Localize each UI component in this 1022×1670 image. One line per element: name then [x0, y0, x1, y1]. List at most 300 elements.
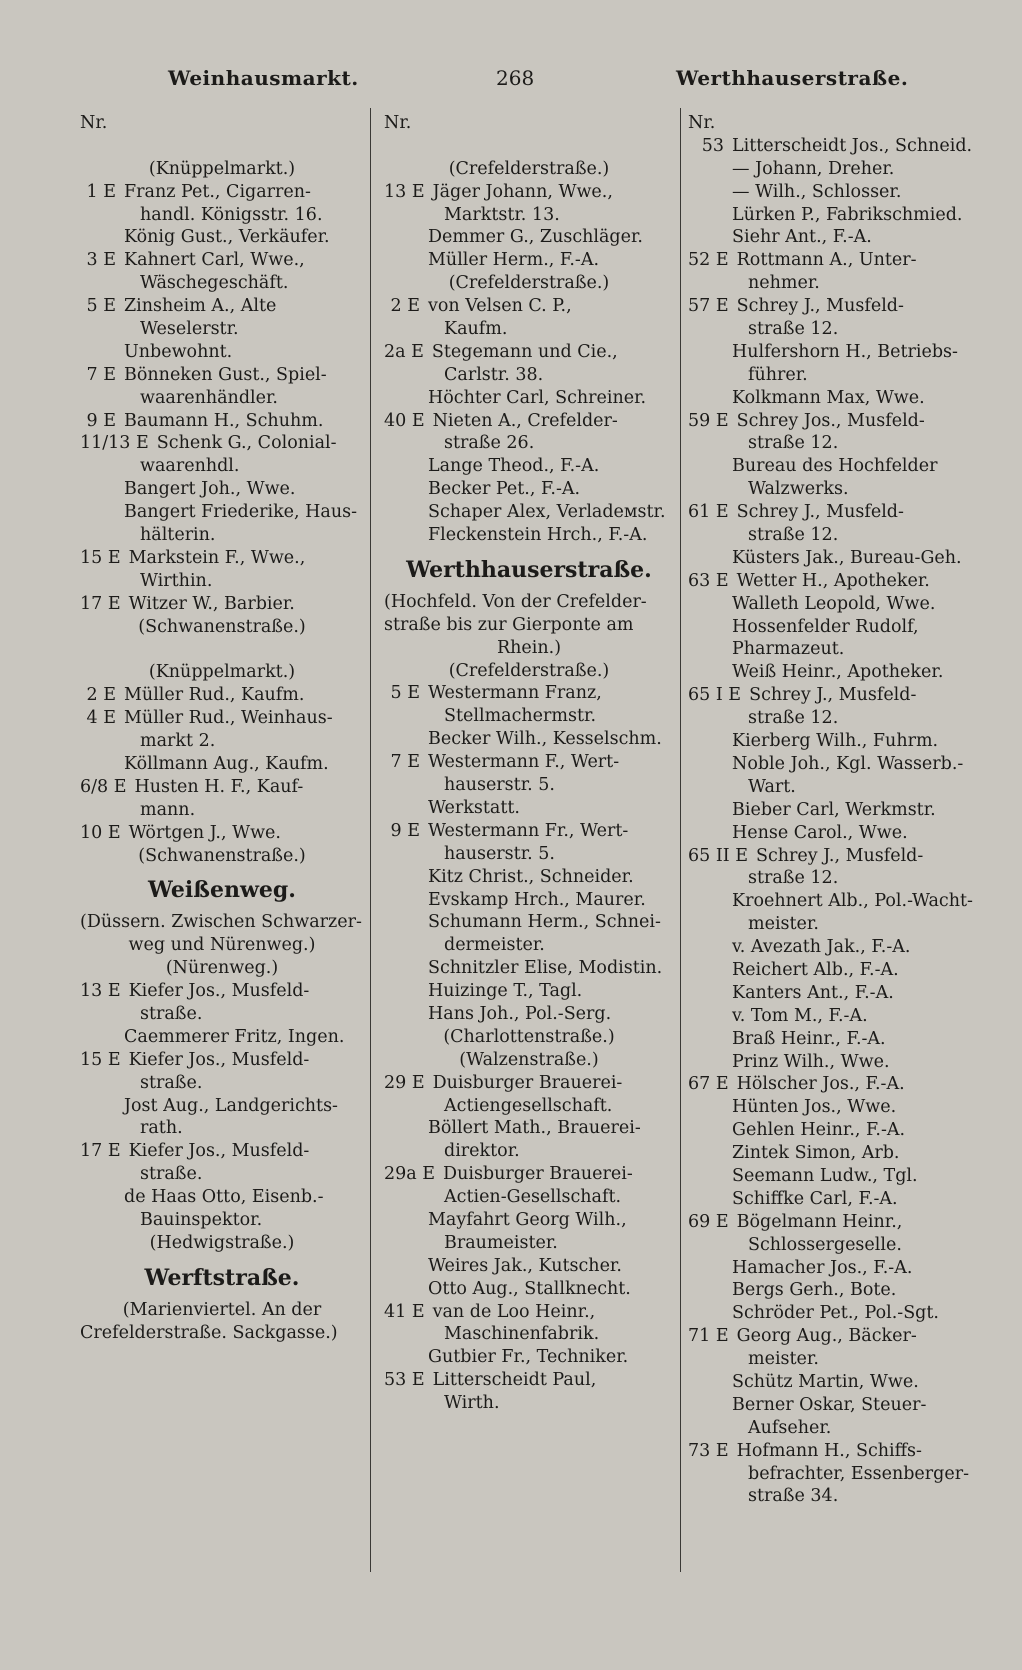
resident-entry: [384, 889, 674, 912]
entry-continuation: [80, 524, 364, 547]
resident-text: Gehlen Heinr., F.-A.: [732, 1120, 906, 1141]
section-note: (Marienviertel. An der: [122, 1299, 322, 1320]
house-number: 7 E: [86, 364, 116, 385]
entry-continuation: [80, 1072, 364, 1095]
resident-text: Actien-Gesellschaft.: [444, 1187, 622, 1208]
entry-continuation: [384, 1392, 674, 1415]
house-number: 5 E: [86, 296, 116, 317]
text-line: Nr.: [80, 113, 108, 133]
resident-entry: [384, 249, 674, 272]
resident-text: Stellmachermstr.: [444, 706, 597, 727]
house-number: 41 E: [384, 1301, 425, 1322]
running-head: [0, 62, 1022, 98]
resident-entry: [688, 616, 984, 639]
entry-continuation: [80, 570, 364, 593]
house-entry: [80, 822, 364, 845]
resident-text: Westermann Fr., Wert-: [428, 820, 629, 841]
house-number: 17 E: [80, 593, 121, 614]
resident-entry: [688, 822, 984, 845]
resident-entry: [688, 1028, 984, 1051]
resident-entry: [688, 1371, 984, 1394]
resident-text: Kiefer Jos., Musfeld-: [128, 1141, 310, 1162]
resident-text: markt 2.: [140, 731, 216, 752]
resident-text: — Johann, Dreher.: [732, 158, 895, 179]
house-entry: [80, 295, 364, 318]
house-entry: [688, 1440, 984, 1463]
resident-text: Fleckenstein Hrch., F.-A.: [428, 525, 648, 546]
house-number: 2 E: [390, 296, 420, 317]
house-entry: [80, 593, 364, 616]
house-number: 17 E: [80, 1141, 121, 1162]
resident-text: Lange Theod., F.-A.: [428, 456, 600, 477]
resident-entry: [688, 1005, 984, 1028]
house-number: 9 E: [390, 820, 420, 841]
resident-text: Hofmann H., Schiffs-: [736, 1440, 922, 1461]
entry-continuation: [688, 707, 984, 730]
house-entry: [384, 295, 674, 318]
resident-text: Hünten Jos., Wwe.: [732, 1097, 897, 1118]
resident-entry: [688, 1279, 984, 1302]
house-entry: [80, 410, 364, 433]
resident-text: Huizinge T., Tagl.: [428, 981, 583, 1002]
spacer: [80, 638, 364, 661]
resident-entry: [688, 204, 984, 227]
resident-text: Höchter Carl, Schreiner.: [428, 387, 647, 408]
resident-text: hauserstr. 5.: [444, 775, 555, 796]
resident-entry: [80, 226, 364, 249]
resident-text: Weires Jak., Kutscher.: [428, 1255, 622, 1276]
resident-text: Reichert Alb., F.-A.: [732, 959, 899, 980]
resident-text: straße 12.: [748, 525, 839, 546]
house-number: 5 E: [390, 683, 420, 704]
resident-text: Hans Joh., Pol.-Serg.: [428, 1003, 612, 1024]
entry-continuation: [688, 364, 984, 387]
section-note: Rhein.): [496, 637, 562, 658]
resident-text: Demmer G., Zuschläger.: [428, 227, 643, 248]
resident-text: Werkstatt.: [428, 797, 520, 818]
resident-entry: [688, 455, 984, 478]
resident-text: Schnitzler Elise, Modistin.: [428, 958, 663, 979]
resident-entry: [384, 1278, 674, 1301]
resident-entry: [384, 911, 674, 934]
resident-entry: [384, 226, 674, 249]
resident-entry: [384, 1346, 674, 1369]
resident-text: Stegemann und Cie.,: [431, 341, 618, 362]
resident-text: Evskamp Hrch., Maurer.: [428, 889, 646, 910]
running-head-left: Weinhausmarkt.: [168, 66, 359, 90]
house-entry: [384, 410, 674, 433]
resident-text: direktor.: [444, 1141, 520, 1162]
house-number: 3 E: [86, 250, 116, 271]
entry-continuation: [688, 272, 984, 295]
house-entry: [80, 980, 364, 1003]
resident-text: straße 12.: [748, 433, 839, 454]
resident-entry: [384, 957, 674, 980]
house-number: 13 E: [384, 181, 425, 202]
street-heading: Weißenweg.: [148, 877, 296, 904]
resident-text: Litterscheidt Paul,: [432, 1370, 597, 1391]
house-number: 11/13 E: [80, 433, 149, 454]
house-number: 4 E: [86, 708, 116, 729]
entry-continuation: [80, 1117, 364, 1140]
house-entry: [384, 181, 674, 204]
entry-continuation: [384, 1323, 674, 1346]
house-number: 7 E: [390, 752, 420, 773]
resident-text: Unbewohnt.: [124, 341, 233, 362]
resident-text: Schrey J., Musfeld-: [749, 685, 917, 706]
resident-entry: [688, 1119, 984, 1142]
resident-text: Duisburger Brauerei-: [443, 1164, 633, 1185]
spacer: [384, 135, 674, 158]
text-line: Crefelderstraße. Sackgasse.): [80, 1322, 338, 1343]
resident-text: Prinz Wilh., Wwe.: [732, 1051, 890, 1072]
resident-entry: [688, 890, 984, 913]
resident-entry: [80, 1095, 364, 1118]
resident-text: Schrey J., Musfeld-: [756, 845, 924, 866]
house-entry: [80, 684, 364, 707]
house-entry: [688, 410, 984, 433]
entry-continuation: [688, 1348, 984, 1371]
resident-text: Seemann Ludw., Tgl.: [732, 1165, 918, 1186]
resident-text: Otto Aug., Stallknecht.: [428, 1278, 631, 1299]
resident-entry: [384, 866, 674, 889]
resident-text: Pharmazeut.: [732, 639, 845, 660]
resident-text: Hölscher Jos., F.-A.: [736, 1074, 905, 1095]
house-entry: [688, 135, 984, 158]
resident-text: Müller Rud., Kaufm.: [124, 685, 305, 706]
house-entry: [688, 570, 984, 593]
house-number: 69 E: [688, 1211, 729, 1232]
resident-entry: [384, 455, 674, 478]
house-entry: [80, 776, 364, 799]
house-entry: [688, 845, 984, 868]
resident-text: Kanters Ant., F.-A.: [732, 982, 894, 1003]
resident-text: Mayfahrt Georg Wilh.,: [428, 1209, 627, 1230]
resident-text: meister.: [748, 914, 819, 935]
resident-entry: [688, 638, 984, 661]
entry-continuation: [688, 913, 984, 936]
resident-text: straße.: [140, 1003, 203, 1024]
resident-text: Becker Wilh., Kesselschm.: [428, 729, 662, 750]
resident-text: handl. Königsstr. 16.: [140, 204, 323, 225]
resident-text: Husten H. F., Kauf-: [134, 776, 304, 797]
resident-entry: [688, 341, 984, 364]
house-number: 2a E: [384, 341, 424, 362]
resident-text: mann.: [140, 799, 196, 820]
resident-text: van de Loo Heinr.,: [432, 1301, 596, 1322]
house-number: 2 E: [86, 685, 116, 706]
resident-text: Walleth Leopold, Wwe.: [732, 593, 936, 614]
house-number: 40 E: [384, 410, 425, 431]
entry-continuation: [688, 318, 984, 341]
resident-entry: [688, 1142, 984, 1165]
house-number: 73 E: [688, 1440, 729, 1461]
resident-text: König Gust., Verkäufer.: [124, 227, 330, 248]
column-divider: [370, 108, 371, 1572]
entry-continuation: [688, 478, 984, 501]
entry-continuation: [384, 364, 674, 387]
resident-entry: [688, 1096, 984, 1119]
house-number: 13 E: [80, 981, 121, 1002]
house-entry: [688, 684, 984, 707]
resident-entry: [80, 501, 364, 524]
house-number: 57 E: [688, 296, 729, 317]
entry-continuation: [384, 1186, 674, 1209]
resident-entry: [688, 730, 984, 753]
entry-continuation: [384, 318, 674, 341]
house-number: 10 E: [80, 822, 121, 843]
resident-text: Duisburger Brauerei-: [432, 1072, 623, 1093]
resident-text: Wetter H., Apotheker.: [736, 570, 930, 591]
resident-entry: [688, 387, 984, 410]
section-note: (Nürenweg.): [165, 958, 279, 979]
resident-text: Litterscheidt Jos., Schneid.: [732, 135, 973, 156]
resident-text: Wirthin.: [140, 570, 213, 591]
resident-text: Müller Rud., Weinhaus-: [124, 708, 333, 729]
resident-text: Bergs Gerh., Bote.: [732, 1280, 897, 1301]
resident-text: Hamacher Jos., F.-A.: [732, 1257, 913, 1278]
column-3: [688, 112, 984, 1508]
resident-text: Müller Herm., F.-A.: [428, 250, 600, 271]
resident-text: Schütz Martin, Wwe.: [732, 1371, 919, 1392]
resident-text: Wirth.: [444, 1393, 500, 1414]
resident-text: rath.: [140, 1118, 183, 1139]
resident-text: Aufseher.: [748, 1417, 832, 1438]
resident-text: nehmer.: [748, 273, 820, 294]
resident-text: v. Tom M., F.-A.: [732, 1005, 868, 1026]
resident-text: Schrey Jos., Musfeld-: [736, 410, 925, 431]
entry-continuation: [688, 524, 984, 547]
entry-continuation: [80, 1003, 364, 1026]
resident-entry: [384, 1209, 674, 1232]
house-entry: [80, 707, 364, 730]
resident-text: Kitz Christ., Schneider.: [428, 866, 634, 887]
house-number: 53: [701, 135, 724, 156]
resident-text: Kiefer Jos., Musfeld-: [128, 1049, 310, 1070]
text-line: (Hochfeld. Von der Crefelder-: [384, 591, 647, 612]
house-number: 15 E: [80, 547, 121, 568]
section-note: (Hedwigstraße.): [149, 1232, 295, 1253]
resident-text: Rottmann A., Unter-: [736, 250, 917, 271]
resident-entry: [80, 478, 364, 501]
house-entry: [80, 1140, 364, 1163]
house-entry: [688, 1325, 984, 1348]
resident-entry: [688, 593, 984, 616]
resident-entry: [384, 728, 674, 751]
house-entry: [384, 1163, 674, 1186]
resident-text: straße 26.: [444, 433, 535, 454]
house-number: 67 E: [688, 1074, 729, 1095]
resident-text: Braumeister.: [444, 1232, 558, 1253]
entry-continuation: [80, 318, 364, 341]
house-number: 53 E: [384, 1370, 425, 1391]
resident-entry: [384, 501, 674, 524]
resident-entry: [688, 1394, 984, 1417]
resident-text: Schrey J., Musfeld-: [736, 296, 904, 317]
house-entry: [80, 1049, 364, 1072]
resident-text: v. Avezath Jak., F.-A.: [732, 937, 911, 958]
resident-text: von Velsen C. P.,: [428, 296, 572, 317]
resident-text: Braß Heinr., F.-A.: [732, 1028, 886, 1049]
resident-text: Schumann Herm., Schnei-: [428, 912, 661, 933]
resident-entry: [688, 661, 984, 684]
resident-text: — Wilh., Schlosser.: [732, 181, 902, 202]
entry-continuation: [688, 776, 984, 799]
entry-continuation: [80, 799, 364, 822]
resident-text: Franz Pet., Cigarren-: [124, 181, 311, 202]
section-note: (Charlottenstraße.): [443, 1026, 615, 1047]
house-entry: [80, 547, 364, 570]
resident-entry: [80, 753, 364, 776]
resident-entry: [384, 1117, 674, 1140]
resident-text: de Haas Otto, Eisenb.-: [124, 1187, 324, 1208]
resident-text: Lürken P., Fabrikschmied.: [732, 204, 963, 225]
resident-text: Jäger Johann, Wwe.,: [432, 181, 613, 202]
resident-text: Westermann Franz,: [428, 683, 602, 704]
resident-text: Kolkmann Max, Wwe.: [732, 387, 925, 408]
resident-text: Siehr Ant., F.-A.: [732, 227, 872, 248]
resident-text: Schlossergeselle.: [748, 1234, 902, 1255]
resident-text: Bieber Carl, Werkmstr.: [732, 799, 936, 820]
resident-text: Walzwerks.: [748, 479, 849, 500]
entry-continuation: [80, 387, 364, 410]
resident-entry: [688, 959, 984, 982]
resident-text: Noble Joh., Kgl. Wasserb.-: [732, 753, 964, 774]
house-number: 1 E: [86, 181, 116, 202]
resident-entry: [688, 1257, 984, 1280]
house-entry: [688, 1073, 984, 1096]
resident-text: Caemmerer Fritz, Ingen.: [124, 1026, 345, 1047]
resident-text: straße 34.: [748, 1486, 839, 1507]
house-number: 29a E: [384, 1164, 436, 1185]
entry-continuation: [384, 705, 674, 728]
resident-entry: [688, 1188, 984, 1211]
page-number: 268: [496, 66, 535, 90]
house-entry: [384, 751, 674, 774]
house-entry: [688, 295, 984, 318]
column-2: [384, 112, 674, 1415]
section-note: (Walzenstraße.): [459, 1049, 599, 1070]
resident-text: Carlstr. 38.: [444, 364, 544, 385]
resident-text: Bögelmann Heinr.,: [736, 1211, 903, 1232]
resident-entry: [688, 181, 984, 204]
column-1: [80, 112, 364, 1345]
resident-entry: [688, 1051, 984, 1074]
resident-text: Wörtgen J., Wwe.: [128, 822, 281, 843]
resident-entry: [688, 158, 984, 181]
resident-text: Schaper Alex, Verladeмstr.: [428, 502, 666, 523]
street-heading: Werthhauserstraße.: [406, 556, 652, 583]
text-line: straße bis zur Gierponte am: [384, 614, 634, 635]
entry-continuation: [688, 1463, 984, 1486]
house-number: 63 E: [688, 570, 729, 591]
resident-text: Nieten A., Crefelder-: [432, 410, 618, 431]
entry-continuation: [384, 934, 674, 957]
entry-continuation: [384, 1095, 674, 1118]
resident-text: Bauinspektor.: [140, 1209, 263, 1230]
resident-text: Becker Pet., F.-A.: [428, 479, 581, 500]
resident-text: Schröder Pet., Pol.-Sgt.: [732, 1303, 939, 1324]
house-entry: [80, 181, 364, 204]
resident-text: Weiß Heinr., Apotheker.: [732, 662, 944, 683]
resident-text: Bureau des Hochfelder: [732, 456, 938, 477]
entry-continuation: [384, 1140, 674, 1163]
entry-continuation: [384, 432, 674, 455]
resident-entry: [688, 1165, 984, 1188]
resident-text: Georg Aug., Bäcker-: [736, 1326, 917, 1347]
resident-entry: [384, 524, 674, 547]
house-entry: [688, 501, 984, 524]
resident-text: Schiffke Carl, F.-A.: [732, 1188, 898, 1209]
entry-continuation: [80, 730, 364, 753]
resident-text: Gutbier Fr., Techniker.: [428, 1347, 629, 1368]
resident-text: Wäschegeschäft.: [140, 273, 289, 294]
house-number: 59 E: [688, 410, 729, 431]
resident-text: Kiefer Jos., Musfeld-: [128, 981, 310, 1002]
house-entry: [384, 682, 674, 705]
house-number: 61 E: [688, 502, 729, 523]
column-divider: [680, 108, 681, 1572]
resident-text: waarenhdl.: [140, 456, 240, 477]
entry-continuation: [80, 272, 364, 295]
resident-text: Schrey J., Musfeld-: [736, 502, 904, 523]
text-line: Nr.: [688, 113, 716, 133]
resident-entry: [80, 1026, 364, 1049]
house-entry: [384, 1301, 674, 1324]
section-note: (Crefelderstraße.): [448, 273, 610, 294]
house-number: 6/8 E: [80, 776, 127, 797]
house-number: 15 E: [80, 1049, 121, 1070]
resident-entry: [80, 1186, 364, 1209]
section-note: (Schwanenstraße.): [138, 616, 306, 637]
resident-text: Kierberg Wilh., Fuhrm.: [732, 731, 939, 752]
resident-text: führer.: [748, 364, 808, 385]
resident-text: Küsters Jak., Bureau-Geh.: [732, 547, 962, 568]
resident-entry: [688, 936, 984, 959]
street-heading: Werftstraße.: [144, 1264, 300, 1291]
spacer: [80, 135, 364, 158]
resident-entry: [80, 341, 364, 364]
resident-text: Bönneken Gust., Spiel-: [124, 364, 327, 385]
text-line: (Düssern. Zwischen Schwarzer-: [80, 912, 362, 933]
resident-text: Bangert Friederike, Haus-: [124, 502, 358, 523]
resident-text: Weselerstr.: [140, 319, 239, 340]
resident-entry: [688, 226, 984, 249]
resident-entry: [688, 982, 984, 1005]
house-number: 52 E: [688, 250, 729, 271]
resident-text: Maschinenfabrik.: [444, 1324, 600, 1345]
house-number: 71 E: [688, 1326, 729, 1347]
resident-text: meister.: [748, 1349, 819, 1370]
entry-continuation: [384, 204, 674, 227]
resident-text: Zintek Simon, Arb.: [732, 1143, 900, 1164]
entry-continuation: [384, 843, 674, 866]
house-number: 9 E: [86, 410, 116, 431]
entry-continuation: [384, 774, 674, 797]
resident-text: straße.: [140, 1164, 203, 1185]
entry-continuation: [80, 1209, 364, 1232]
house-entry: [384, 341, 674, 364]
house-entry: [80, 432, 364, 455]
resident-text: Hense Carol., Wwe.: [732, 822, 908, 843]
section-note: (Crefelderstraße.): [448, 158, 610, 179]
house-entry: [384, 820, 674, 843]
resident-entry: [384, 1255, 674, 1278]
resident-text: Zinsheim A., Alte: [124, 296, 277, 317]
resident-text: Böllert Math., Brauerei-: [428, 1118, 641, 1139]
entry-continuation: [688, 1417, 984, 1440]
resident-text: Hossenfelder Rudolf,: [732, 616, 919, 637]
